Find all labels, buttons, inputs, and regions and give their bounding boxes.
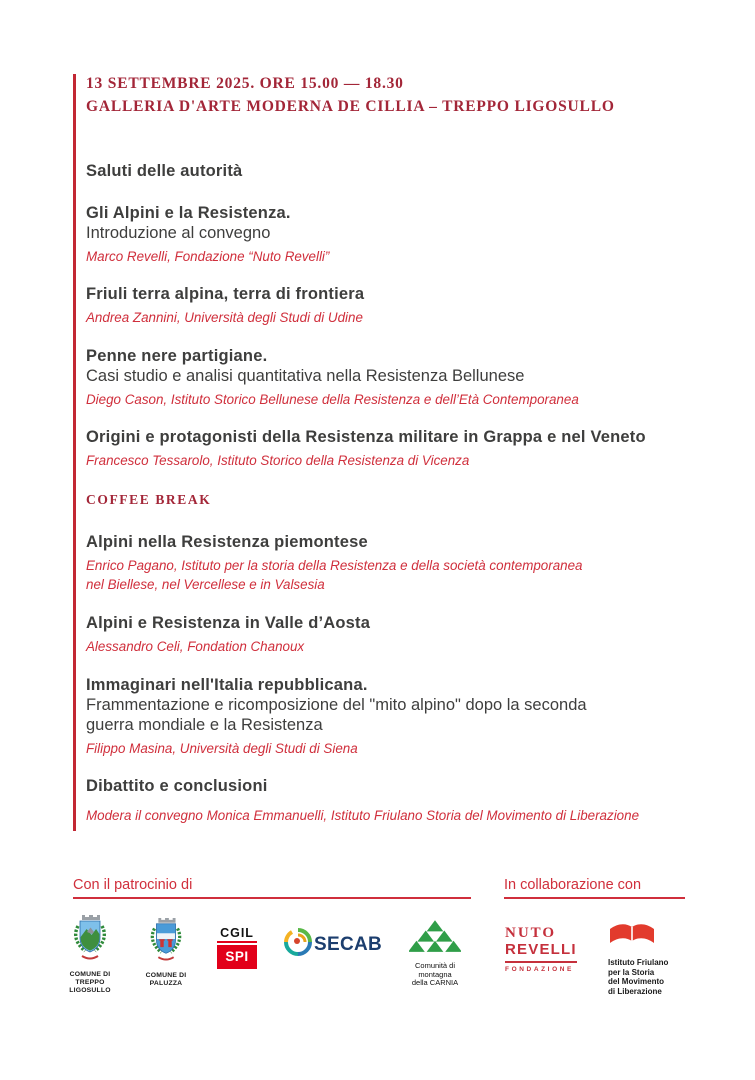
talk-speaker: Filippo Masina, Università degli Studi di Siena [86, 741, 358, 756]
logo-comune-paluzza [138, 914, 194, 988]
logo-comunita-carnia [400, 920, 470, 988]
logo-fondazione-nuto-revelli [505, 926, 579, 973]
nuto-wordmark: NUTO [505, 925, 557, 941]
carnia-caption: Comunità di montagna della CARNIA [411, 961, 459, 987]
talk-speakers [86, 739, 701, 758]
left-red-rule [73, 74, 76, 831]
treppo-caption: COMUNE DI TREPPO LIGOSULLO [69, 971, 111, 994]
cgil-wordmark: CGIL [217, 926, 257, 943]
program-item [86, 613, 701, 656]
event-venue: GALLERIA D'ARTE MODERNA DE CILLIA – TREPPO LIGOSULLO [86, 98, 615, 115]
program-item [86, 203, 701, 266]
program-item [86, 161, 701, 181]
talk-title: Alpini nella Resistenza piemontese [86, 533, 368, 551]
talk-speakers [86, 556, 701, 594]
fondazione-wordmark: FONDAZIONE [505, 966, 574, 973]
carnia-trees-icon [409, 920, 461, 959]
program-item [86, 675, 701, 758]
patrocinio-label: Con il patrocinio di [73, 877, 193, 893]
secab-spiral-icon [284, 928, 312, 961]
paluzza-coat-of-arms-icon [145, 914, 187, 969]
event-date-time: 13 SETTEMBRE 2025. ORE 15.00 — 18.30 [86, 75, 404, 92]
talk-subtitle: Introduzione al convegno [86, 224, 271, 242]
paluzza-caption: COMUNE DI PALUZZA [145, 972, 187, 987]
talk-speaker: nel Biellese, nel Vercellese e in Valsesia [86, 577, 325, 592]
revelli-wordmark: REVELLI [505, 941, 577, 963]
talk-title: Alpini e Resistenza in Valle d’Aosta [86, 614, 371, 632]
spi-wordmark: SPI [217, 945, 257, 969]
talk-subtitle: Casi studio e analisi quantitativa nella Resistenza Bellunese [86, 367, 525, 385]
talk-title: Penne nere partigiane. [86, 347, 268, 365]
talk-subtitle: guerra mondiale e la Resistenza [86, 716, 323, 734]
program-item [86, 427, 701, 470]
coffee-break-label: COFFEE BREAK [86, 492, 212, 507]
talk-speakers [86, 308, 701, 327]
talk-speaker: Alessandro Celi, Fondation Chanoux [86, 639, 305, 654]
logo-istituto-friulano [608, 921, 694, 996]
talk-speaker: Andrea Zannini, Università degli Studi di Udine [86, 310, 363, 325]
talk-speaker: Diego Cason, Istituto Storico Bellunese della Resistenza e dell’Età Contemporanea [86, 392, 579, 407]
moderator-note: Modera il convegno Monica Emmanuelli, Istituto Friulano Storia del Movimento di Liberazione [86, 808, 640, 823]
open-book-flag-icon [608, 921, 656, 954]
talk-speakers [86, 451, 701, 470]
talk-title: Friuli terra alpina, terra di frontiera [86, 285, 365, 303]
program-item [86, 346, 701, 409]
event-header [86, 72, 706, 118]
treppo-coat-of-arms-icon [68, 911, 112, 968]
talk-speaker: Francesco Tessarolo, Istituto Storico della Resistenza di Vicenza [86, 453, 470, 468]
talk-title: Saluti delle autorità [86, 162, 243, 180]
talk-speakers [86, 247, 701, 266]
program-item [86, 284, 701, 327]
patrocinio-rule [73, 897, 471, 899]
talk-title: Origini e protagonisti della Resistenza militare in Grappa e nel Veneto [86, 428, 646, 446]
talk-speaker: Marco Revelli, Fondazione “Nuto Revelli” [86, 249, 330, 264]
talk-title: Immaginari nell'Italia repubblicana. [86, 676, 368, 694]
talk-speakers [86, 637, 701, 656]
collaborazione-label: In collaborazione con [504, 877, 642, 893]
talk-title: Dibattito e conclusioni [86, 777, 268, 795]
collaborazione-rule [504, 897, 685, 899]
program-item [86, 532, 701, 594]
program-item [86, 776, 701, 796]
logo-comune-treppo-ligosullo [61, 911, 119, 995]
istituto-caption: Istituto Friulano per la Storia del Movimento di Liberazione [608, 958, 669, 996]
secab-wordmark: SECAB [314, 933, 383, 955]
talk-subtitle: Frammentazione e ricomposizione del "mito alpino" dopo la seconda [86, 696, 587, 714]
talk-speaker: Enrico Pagano, Istituto per la storia della Resistenza e della società contemporanea [86, 558, 583, 573]
talk-title: Gli Alpini e la Resistenza. [86, 204, 291, 222]
talk-speakers [86, 390, 701, 409]
logo-secab [284, 928, 383, 961]
logo-cgil-spi [217, 926, 257, 969]
